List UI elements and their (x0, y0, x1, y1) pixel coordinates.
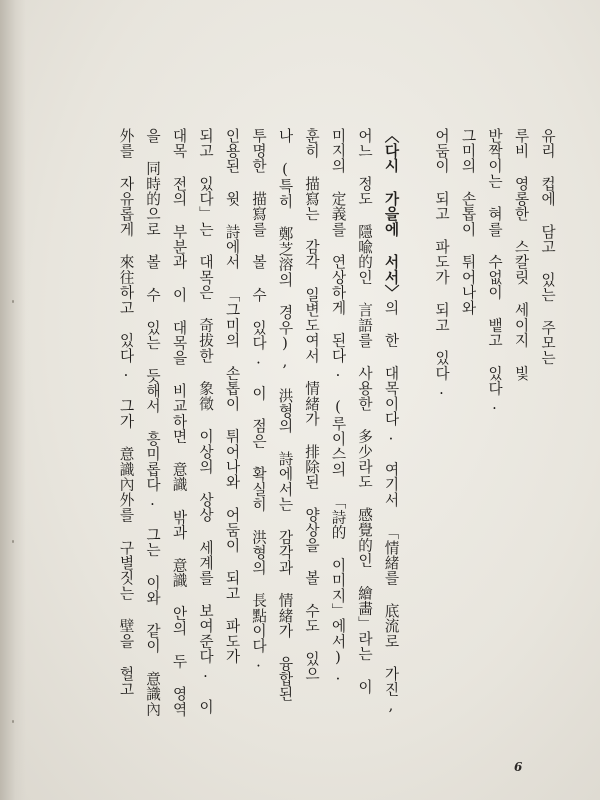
poem-line: 어둠이 되고 파도가 되고 있다. (433, 128, 450, 399)
commentary-line-rest: 의 한 대목이다. 여기서 「情緒를 底流로 가진, (382, 300, 400, 715)
binding-stitch (12, 720, 14, 723)
poem-line: 반짝이는 혀를 수없이 뱉고 있다. (486, 128, 503, 414)
vertical-text-block (112, 128, 560, 718)
binding-stitch (12, 540, 14, 543)
commentary-line: 나 (특히 鄭芝溶의 경우), 洪형의 詩에서는 감각과 情緒가 융합된 (276, 128, 294, 702)
commentary-line: 미지의 定義를 연상하게 된다. (루이스의 「詩的 이미지」에서). (329, 128, 347, 684)
spine-shadow (0, 0, 26, 800)
poem-line: 유리 컵에 담고 있는 주모는 (539, 128, 556, 366)
poem-title-heading: 〈다시 가을에 서서〉 (382, 128, 400, 300)
commentary-line (377, 128, 404, 718)
commentary-line: 훈히 描寫는 감각 일변도여서 情緒가 排除된 양상을 볼 수도 있으 (303, 128, 320, 682)
commentary-line: 어느 정도 隱喩的인 言語를 사용한 多少라도 感覺的인 繪畵」라는 이 (356, 128, 373, 695)
section-gap (404, 128, 428, 718)
commentary-line: 되고 있다」는 대목은 奇拔한 象徵 이상의 상상 세계를 보여준다. 이 (197, 128, 214, 715)
commentary-line: 인용된 윗 詩에서 「그미의 손톱이 튀어나와 어둠이 되고 파도가 (223, 128, 241, 664)
commentary-line: 을 同時的으로 볼 수 있는 듯해서 흥미롭다. 그는 이와 같이 意識內 (144, 128, 161, 717)
poem-line: 루비 영롱한 스칼릿 세이지 빛 (512, 128, 530, 381)
page-number: 6 (514, 760, 523, 774)
binding-stitch (12, 300, 14, 303)
commentary-line: 外를 자유롭게 來往하고 있다. 그가 意識內外를 구별짓는 壁을 헐고 (117, 128, 135, 697)
poem-line: 그미의 손톱이 튀어나와 (459, 128, 477, 316)
commentary-line: 투명한 描寫를 볼 수 있다. 이 점은 확실히 洪형의 長點이다. (250, 128, 267, 672)
commentary-line: 대목 전의 부분과 이 대목을 비교하면 意識 밖과 意識 안의 두 영역 (170, 128, 188, 717)
